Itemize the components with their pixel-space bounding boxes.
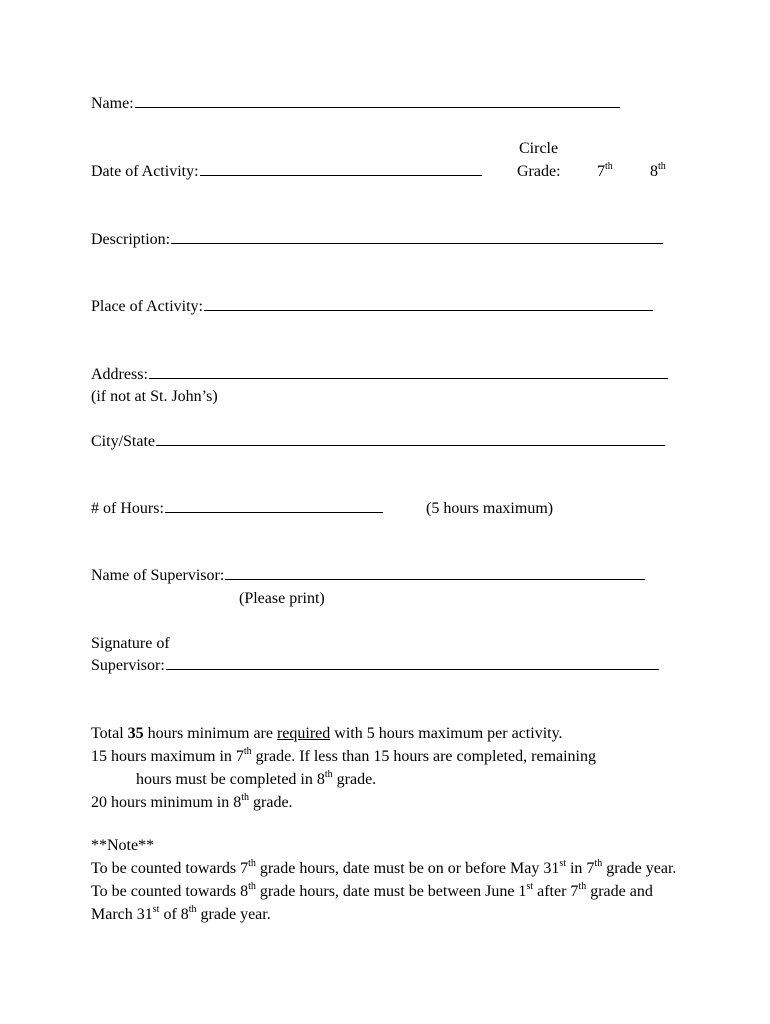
date-blank[interactable]: [200, 161, 482, 176]
hours-note: (5 hours maximum): [426, 500, 554, 517]
requirements-8th-line: 20 hours minimum in 8th grade.: [91, 791, 293, 811]
supervisor-name-label: Name of Supervisor:: [91, 567, 225, 584]
note-block: [91, 834, 691, 926]
description-blank[interactable]: [171, 229, 663, 244]
grade-circle-label: Circle: [519, 140, 559, 157]
city-row: [91, 430, 665, 453]
grade-label: Grade:: [517, 163, 561, 180]
description-row: [91, 228, 663, 251]
grade-option-8[interactable]: 8th: [650, 160, 666, 180]
supervisor-name-blank[interactable]: [225, 565, 645, 580]
address-note: (if not at St. John’s): [91, 388, 218, 405]
requirements-7th-line: 15 hours maximum in 7th grade. If less than 15 hours are completed, remaining: [91, 745, 596, 765]
requirements-remaining-line: hours must be completed in 8th grade.: [136, 768, 377, 788]
requirements-total-line: Total 35 hours minimum are required with 5 hours maximum per activity.: [91, 725, 563, 742]
hours-row: [91, 497, 383, 520]
hours-blank[interactable]: [165, 498, 383, 513]
signature-label-line1: Signature of: [91, 635, 170, 652]
signature-row: [91, 654, 659, 677]
place-label: Place of Activity:: [91, 298, 203, 315]
name-label: Name:: [91, 95, 134, 112]
signature-label-line2: Supervisor:: [91, 657, 165, 674]
grade-option-7[interactable]: 7th: [597, 160, 613, 180]
place-row: [91, 295, 653, 318]
requirements-block: [91, 722, 691, 814]
date-row: [91, 160, 482, 183]
note-7th-paragraph: To be counted towards 7th grade hours, date must be on or before May 31st in 7th grade year.: [91, 857, 677, 877]
supervisor-name-row: [91, 564, 645, 587]
address-label: Address:: [91, 366, 148, 383]
description-label: Description:: [91, 231, 171, 248]
city-label: City/State: [91, 433, 155, 450]
name-blank[interactable]: [135, 93, 620, 108]
city-blank[interactable]: [156, 431, 665, 446]
address-row: [91, 363, 668, 386]
note-8th-paragraph: To be counted towards 8th grade hours, date must be between June 1st after 7th grade and March 31st of 8th grade year.: [91, 880, 653, 923]
note-heading: **Note**: [91, 837, 155, 854]
date-label: Date of Activity:: [91, 163, 199, 180]
address-blank[interactable]: [149, 364, 668, 379]
signature-blank[interactable]: [166, 655, 659, 670]
hours-label: # of Hours:: [91, 500, 164, 517]
name-row: [91, 92, 620, 115]
place-blank[interactable]: [204, 296, 653, 311]
supervisor-name-note: (Please print): [239, 590, 325, 607]
